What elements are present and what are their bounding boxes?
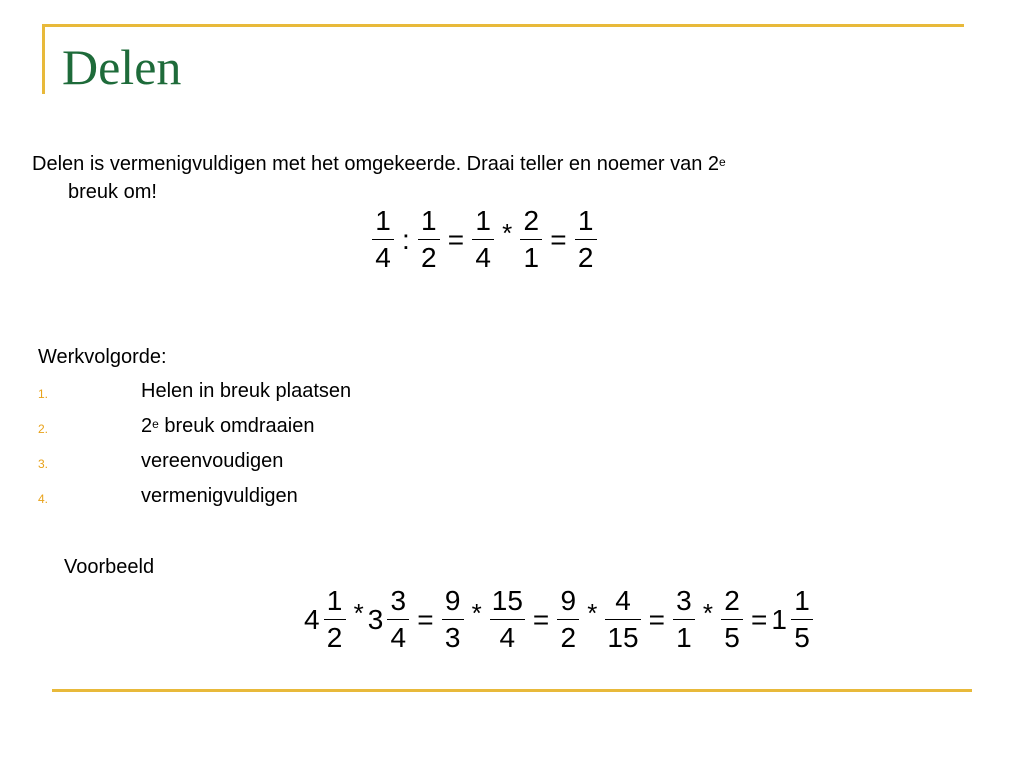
intro-line-2: breuk om!	[68, 181, 157, 203]
slide-title: Delen	[62, 39, 182, 95]
fraction: $\frac{3}{4}$	[387, 585, 409, 654]
equals-sign: =	[751, 603, 768, 635]
voorbeeld-label: Voorbeeld	[64, 556, 155, 578]
frame-top-line	[42, 24, 964, 27]
frame-bottom-line	[52, 689, 972, 692]
whole-number: 4	[304, 603, 320, 635]
fraction: $\frac{4}{15}$	[607, 585, 639, 653]
equals-sign: =	[447, 223, 465, 255]
fraction: $\frac{1}{5}$	[791, 585, 813, 654]
equals-sign: =	[417, 603, 434, 635]
whole-number: 1	[771, 603, 787, 635]
example-equation	[304, 585, 817, 654]
equals-sign: =	[648, 603, 665, 635]
multiply-sign: *	[587, 598, 598, 628]
multiply-sign: *	[702, 598, 714, 628]
intro-text	[32, 150, 912, 206]
multiply-sign: *	[353, 598, 364, 628]
fraction: $\frac{9}{2}$	[557, 585, 579, 654]
divide-sign: :	[402, 223, 410, 255]
multiply-sign: *	[502, 218, 513, 248]
equals-sign: =	[550, 223, 567, 255]
equals-sign: =	[532, 603, 550, 635]
fraction: $\frac{3}{1}$	[673, 585, 695, 654]
whole-number: 3	[367, 603, 384, 635]
fraction: $\frac{1}{4}$	[472, 205, 494, 274]
werkvolgorde-heading: Werkvolgorde:	[38, 346, 167, 368]
fraction: $\frac{9}{3}$	[442, 585, 464, 654]
fraction: $\frac{1}{4}$	[372, 205, 394, 274]
fraction: $\frac{1}{2}$	[418, 205, 440, 274]
division-equation	[368, 205, 601, 274]
fraction: $\frac{2}{5}$	[721, 585, 743, 654]
fraction: $\frac{2}{1}$	[520, 205, 542, 274]
intro-line-1: Delen is vermenigvuldigen met het omgekeerde. Draai teller en noemer van 2e	[32, 153, 726, 175]
fraction: $\frac{1}{2}$	[575, 205, 597, 274]
fraction: $\frac{1}{2}$	[324, 585, 346, 654]
frame-left-line	[42, 24, 45, 94]
multiply-sign: *	[471, 598, 482, 628]
fraction: $\frac{15}{4}$	[491, 585, 523, 653]
